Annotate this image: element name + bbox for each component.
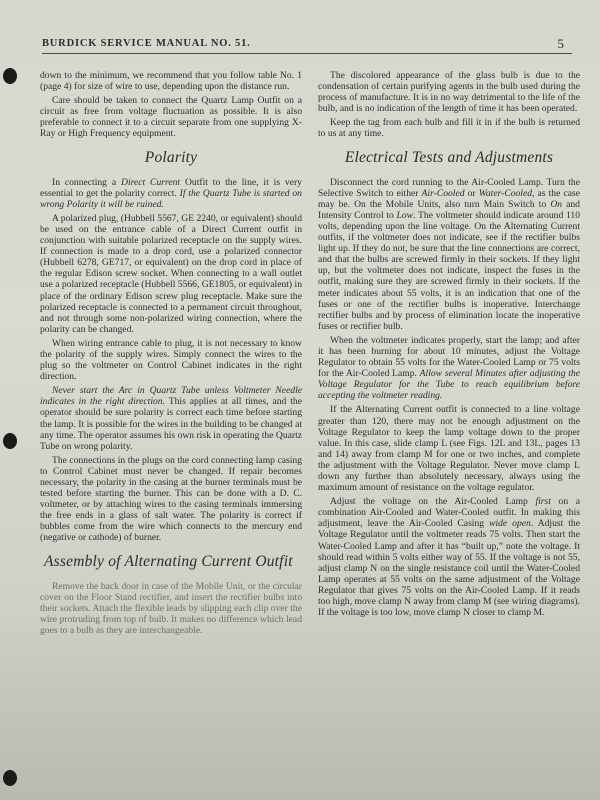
text-run-italic: Never start the Arc in Quartz Tube unless Voltmeter Needle indicates in the right direction. (40, 385, 302, 408)
text-run-italic: wide open (489, 518, 531, 530)
text-run-italic: Air-Cooled (421, 187, 465, 199)
binder-hole (3, 68, 17, 84)
text-run-italic: Direct Current (121, 176, 181, 188)
left-column (40, 70, 302, 639)
binder-hole (3, 433, 17, 449)
page-header (42, 36, 572, 54)
paragraph-intro: down to the minimum, we recommend that you follow table No. 1 (page 4) for size of wire to use, depending upon the distance run. (40, 70, 302, 93)
page-number: 5 (557, 36, 564, 51)
text-run-italic: first (535, 496, 551, 508)
text-run-italic: Allow several Minutes after adjusting the Voltage Regulator for the Tube to reach equilibrium before accepting the voltmeter reading. (318, 368, 580, 402)
paragraph-connections: The connections in the plugs on the cord connecting lamp casing to Control Cabinet must never be changed. If repair becomes necessary, the polarity in the casing at the burner terminals must be tested before starting the burner. This can be done with a D. C. voltmeter, or by attaching wires to the casing terminals immersing the free ends in a glass of salt water. The polarity is correct if bubbles come from the wire which connects to the mercury end (negative or cathode) of burner. (40, 454, 302, 544)
paragraph-voltmeter (318, 335, 580, 402)
paragraph-wiring: When wiring entrance cable to plug, it is not necessary to know the polarity of the supply wires. Simply connect the wires to the plug so the voltmeter on Control Cabinet indicates in the right direction. (40, 337, 302, 383)
heading-assembly: Assembly of Alternating Current Outfit (44, 552, 293, 570)
paragraph-tag: Keep the tag from each bulb and fill it in if the bulb is returned to us at any time. (318, 117, 580, 140)
header-rule (42, 53, 572, 54)
heading-polarity: Polarity (144, 148, 198, 166)
text-run: on a combination Air-Cooled and Water-Cooled outfit. In making this adjustment, leave the Air-Cooled Casing (318, 496, 580, 530)
text-run: , as the case may be. On the Mobile Units, also turn Main Switch to (318, 187, 580, 210)
text-run: or (464, 187, 479, 199)
text-run: Disconnect the cord running to the Air-Cooled Lamp. Turn the Selective Switch to either (318, 176, 580, 199)
text-run: Adjust the voltage on the Air-Cooled Lamp (330, 496, 536, 508)
paragraph-connecting (40, 177, 302, 210)
paragraph-disconnect (318, 177, 580, 332)
manual-title: BURDICK SERVICE MANUAL NO. 51. (42, 38, 251, 49)
text-run-italic: If the Quartz Tube is started on wrong Polarity it will be ruined. (40, 187, 302, 210)
text-run: In connecting a (52, 176, 122, 188)
paragraph-care: Care should be taken to connect the Quartz Lamp Outfit on a circuit as free from voltage fluctuation as possible. It is also preferable to connect it to a circuit separate from one supplying X-Ray or High Frequency equipment. (40, 95, 302, 140)
text-run: and Intensity Control to (318, 198, 580, 221)
paragraph-remove: Remove the back door in case of the Mobile Unit, or the circular cover on the Floor Stand rectifier, and insert the rectifier bulbs into their sockets. Attach the flexible leads by slipping each clip over the wire protruding from top of bulb. It makes no difference which lead goes to a bulb as they are interchangeable. (40, 580, 302, 636)
text-run: This applies at all times, and the operator should be sure polarity is correct each time before starting the lamp. It is possible for the wires in the building to be changed at any time. The operator assumes his own risk in operating the Quartz Tube on wrong polarity. (40, 396, 302, 452)
text-run: . Adjust the Voltage Regulator until the voltmeter reads 75 volts. Then start the Water-Cooled Lamp and after it has “built up,” note the voltage. It should read within 5 volts either way of 55. If the voltage is not 55, adjust clamp N on the single resistance coil until the Water-Cooled Lamp operates at 55 volts on the same adjustment of the Voltage Regulator that gives 75 volts on the Air-Cooled Lamp. If it reads too high, move clamp N away from clamp M (see wiring diagrams). If the voltage is too low, move clamp N closer to clamp M. (318, 518, 580, 619)
paragraph-adjust (318, 496, 580, 618)
text-run-italic: Low (396, 209, 414, 221)
paragraph-discolored: The discolored appearance of the glass bulb is due to the condensation of certain purifying agents in the bulb used during the process of manufacture. It is in no way detrimental to the life of the bulb, and is no indication of the length of time it has been operated. (318, 70, 580, 115)
text-run: When the voltmeter indicates properly, start the lamp; and after it has been burning for about 10 minutes, adjust the Voltage Regulator to obtain 55 volts for the Water-Cooled Lamp or 75 volts for the Air-Cooled Lamp. (318, 334, 580, 380)
paragraph-alternating: If the Alternating Current outfit is connected to a line voltage greater than 120, there may not be enough adjustment on the Voltage Regulator to keep the lamp voltage down to the proper value. In this case, slide clamp L (see Figs. 12L and 13L, pages 13 and 14) away from clamp M for one or two inches, and complete the adjustment with the Voltage Regulator. Never move clamp L down any further than absolutely necessary, always using the maximum amount of resistance on the voltage regulator. (318, 404, 580, 494)
paragraph-never (40, 385, 302, 452)
text-run: Outfit to the line, it is very essential to get the polarity correct. (40, 176, 302, 199)
text-run-italic: Water-Cooled (478, 187, 533, 199)
text-run-italic: On (550, 198, 563, 210)
binder-hole (3, 770, 17, 786)
heading-electrical-tests: Electrical Tests and Adjustments (344, 148, 554, 166)
right-column (318, 70, 580, 621)
text-run: . The voltmeter should indicate around 110 volts, depending upon the line voltage. On the Alternating Current outfits, if the voltmeter does not indicate, see if the rectifier bulbs light up. If they do not, be sure that the line connections are correct, and that the bulbs are screwed firmly in their sockets. If they light up, but the voltmeter does not indicate, inspect the fuses in the outfit, making sure they are screwed firmly in their sockets. If the meter indicates about 55 volts, it is an indication that one of the fuses or one of the rectifier bulbs is inoperative. Interchange rectifier bulbs and by process of elimination locate the inoperative fuses or rectifier bulb. (318, 209, 581, 332)
paragraph-plug: A polarized plug, (Hubbell 5567, GE 2240, or equivalent) should be used on the entrance cable of a Direct Current outfit in conjunction with suitable polarized receptacle on the supply wires. If connection is made to a drop cord, use a polarized connector (Hubbell 6278, GE717, or equivalent) on the drop cord in place of the regular Edison screw socket. When connecting to a wall outlet use a polarized receptacle (Hubbell 5566, GE1805, or equivalent) in place of the ordinary Edison screw plug receptacle. Make sure the polarized receptacle is connected to a permanent circuit throughout, and not through some non-polarized wiring connection, where the polarity can be changed. (40, 212, 302, 335)
